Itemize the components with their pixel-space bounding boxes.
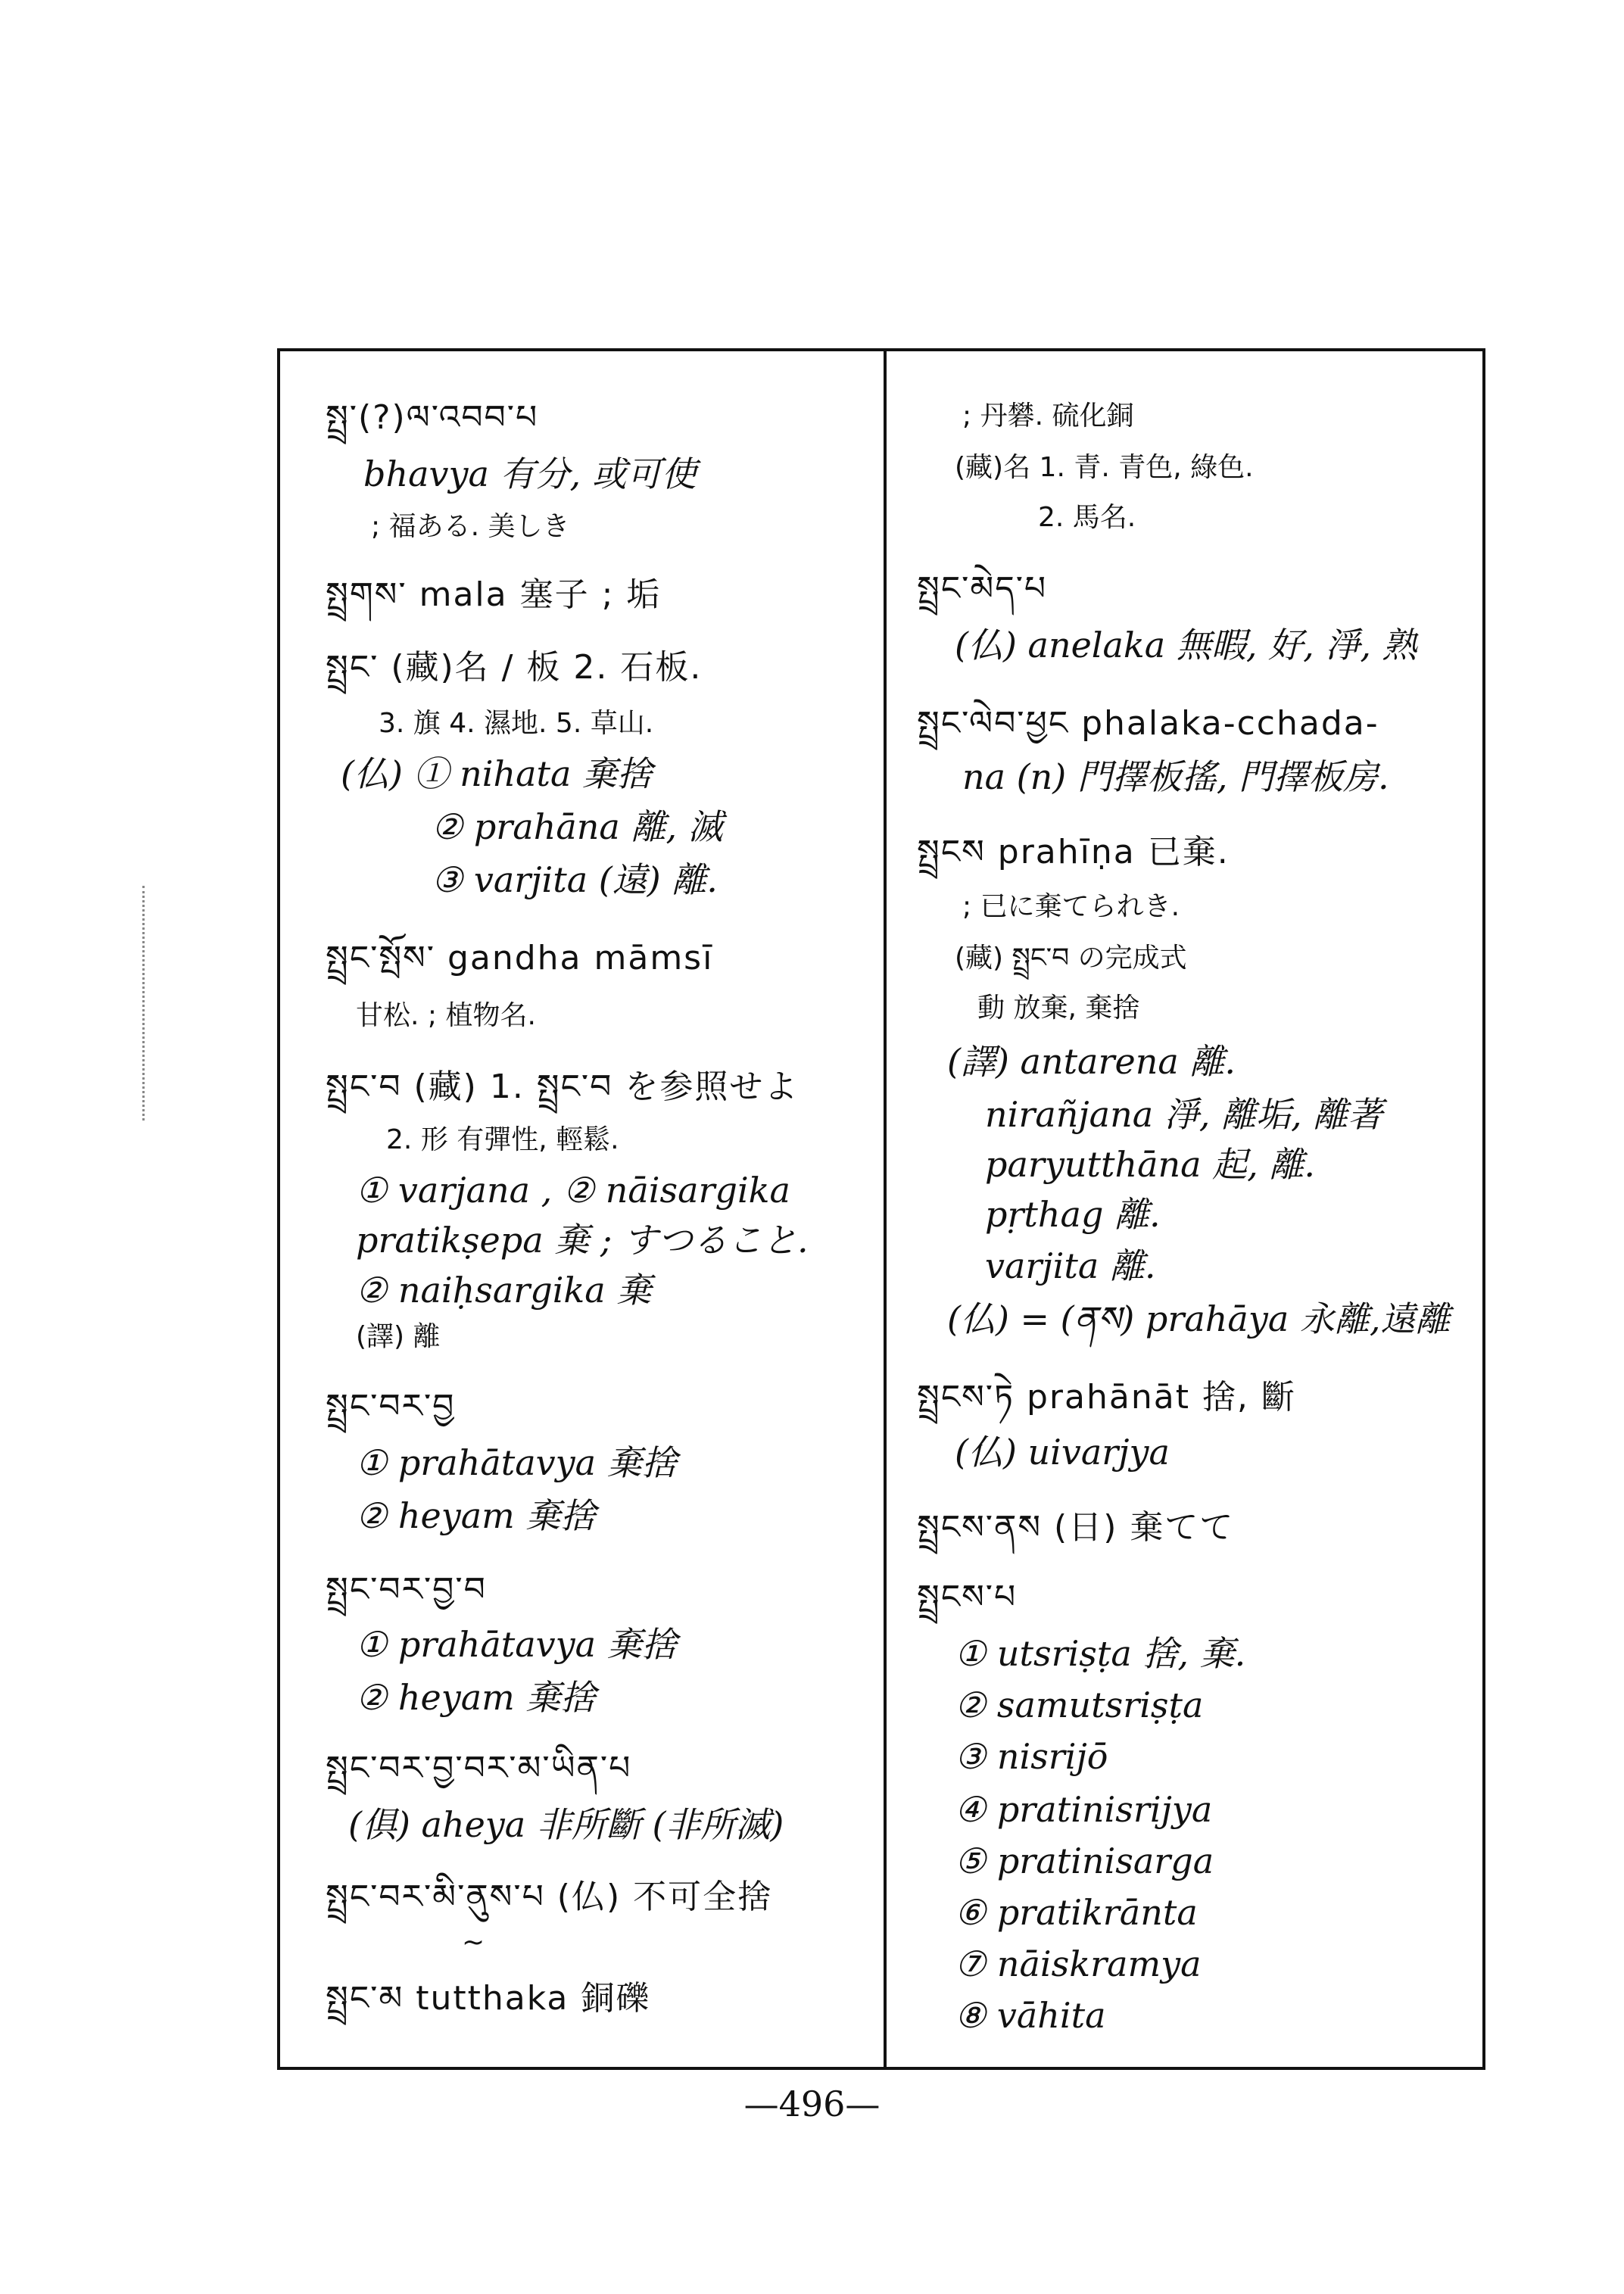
entry-headword: སྤྲང་བར་བྱ — [326, 1387, 456, 1426]
entry-gloss: ; 已に棄てられき. — [962, 891, 1180, 922]
entry-headword: སྤྲང་བར་བྱ་བ — [326, 1570, 487, 1609]
entry-headword: སྤྲང་བ (藏) 1. སྤྲང་བ を参照せよ — [326, 1068, 800, 1106]
page-number: —496— — [743, 2084, 881, 2124]
entry-gloss: (藏)名 1. 青. 青色, 綠色. — [955, 452, 1254, 483]
entry-gloss: (譯) 離 — [356, 1321, 441, 1352]
entry-gloss: (仏) ① nihata 棄捨 — [341, 753, 653, 794]
entry-gloss: pratikṣepa 棄 ; すつること. — [356, 1220, 809, 1261]
entry-gloss: ① utsriṣṭa 捨, 棄. — [955, 1633, 1246, 1674]
entry-headword: སྤྲགས་ mala 塞子 ; 垢 — [326, 575, 662, 614]
entry-gloss: ⑧ vāhita — [955, 1995, 1106, 2036]
entry-gloss: ⑥ pratikrānta — [955, 1892, 1198, 1933]
entry-headword: སྤྲངས prahīṇa 已棄. — [917, 833, 1230, 871]
entry-gloss: ⑤ pratinisarga — [955, 1840, 1214, 1881]
entry-gloss: varjita 離. — [985, 1245, 1156, 1286]
entry-gloss: (仏) anelaka 無暇, 好, 淨, 熟 — [955, 625, 1417, 665]
entry-gloss: ② heyam 棄捨 — [356, 1495, 596, 1536]
entry-headword: སྤྲ་(?)ལ་འབབ་པ — [326, 398, 539, 437]
entry-gloss: (藏) སྤྲང་བ の完成式 — [955, 943, 1187, 974]
entry-headword: སྤྲང་མ tutthaka 銅礫 — [326, 1979, 651, 2018]
left-column — [280, 348, 884, 2070]
entry-headword: སྤྲངས་ཏེ prahānāt 捨, 斷 — [917, 1378, 1296, 1417]
entry-headword: སྤྲང་སྤོས་ gandha māmsī — [326, 939, 714, 977]
entry-gloss: ③ nisrijō — [955, 1736, 1108, 1777]
entry-gloss: 2. 形 有彈性, 輕鬆. — [386, 1124, 619, 1155]
entry-gloss: (仏) uivarjya — [955, 1432, 1170, 1473]
entry-gloss: ① prahātavya 棄捨 — [356, 1442, 677, 1483]
entry-headword: སྤྲངས་ནས (日) 棄てて — [917, 1508, 1235, 1547]
entry-gloss: ① prahātavya 棄捨 — [356, 1624, 677, 1665]
entry-gloss: ② prahāna 離, 滅 — [432, 806, 723, 847]
entry-gloss: (俱) aheya 非所斷 (非所滅) — [348, 1804, 784, 1845]
entry-gloss: 3. 旗 4. 濕地. 5. 草山. — [379, 708, 654, 739]
margin-marks — [142, 886, 149, 1121]
entry-gloss: ⑦ nāiskramya — [955, 1943, 1202, 1984]
entry-gloss: paryutthāna 起, 離. — [985, 1144, 1316, 1185]
entry-gloss: ; 丹礬. 硫化銅 — [962, 401, 1134, 432]
entry-gloss: ② naiḥsargika 棄 — [356, 1270, 652, 1311]
entry-gloss: (仏) = (ནས) prahāya 永離,遠離 — [947, 1298, 1451, 1339]
entry-gloss: ③ varjita (遠) 離. — [432, 859, 718, 900]
entry-gloss: pṛthag 離. — [985, 1194, 1161, 1235]
entry-headword: སྤྲང་ལེབ་ཕྱང phalaka-cchada- — [917, 704, 1379, 743]
entry-gloss: 甘松. ; 植物名. — [356, 1000, 536, 1031]
entry-headword: སྤྲང་བར་བྱ་བར་མ་ཡིན་པ — [326, 1749, 632, 1788]
entry-gloss: 動 放棄, 棄捨 — [977, 993, 1140, 1024]
entry-gloss: ② heyam 棄捨 — [356, 1677, 596, 1718]
entry-gloss: (譯) antarena 離. — [947, 1041, 1236, 1082]
entry-gloss: ~ — [462, 1927, 485, 1958]
right-column — [887, 348, 1482, 2070]
entry-headword: སྤྲང་མེད་པ — [917, 569, 1048, 608]
entry-gloss: ; 福ある. 美しき — [371, 511, 570, 542]
entry-headword: སྤྲང་བར་མི་ནུས་པ (仏) 不可全捨 — [326, 1878, 773, 1916]
entry-gloss: ② samutsriṣṭa — [955, 1685, 1204, 1725]
entry-gloss: bhavya 有分, 或可使 — [363, 454, 697, 494]
entry-gloss: 2. 馬名. — [1038, 502, 1136, 533]
entry-headword: སྤྲང་ (藏)名 / 板 2. 石板. — [326, 648, 703, 687]
entry-headword: སྤྲངས་པ — [917, 1578, 1018, 1616]
entry-gloss: nirañjana 淨, 離垢, 離著 — [985, 1094, 1383, 1135]
entry-gloss: na (n) 門擇板搖, 門擇板房. — [962, 756, 1389, 797]
entry-gloss: ① varjana , ② nāisargika — [356, 1170, 790, 1211]
entry-gloss: ④ pratinisrijya — [955, 1789, 1213, 1830]
